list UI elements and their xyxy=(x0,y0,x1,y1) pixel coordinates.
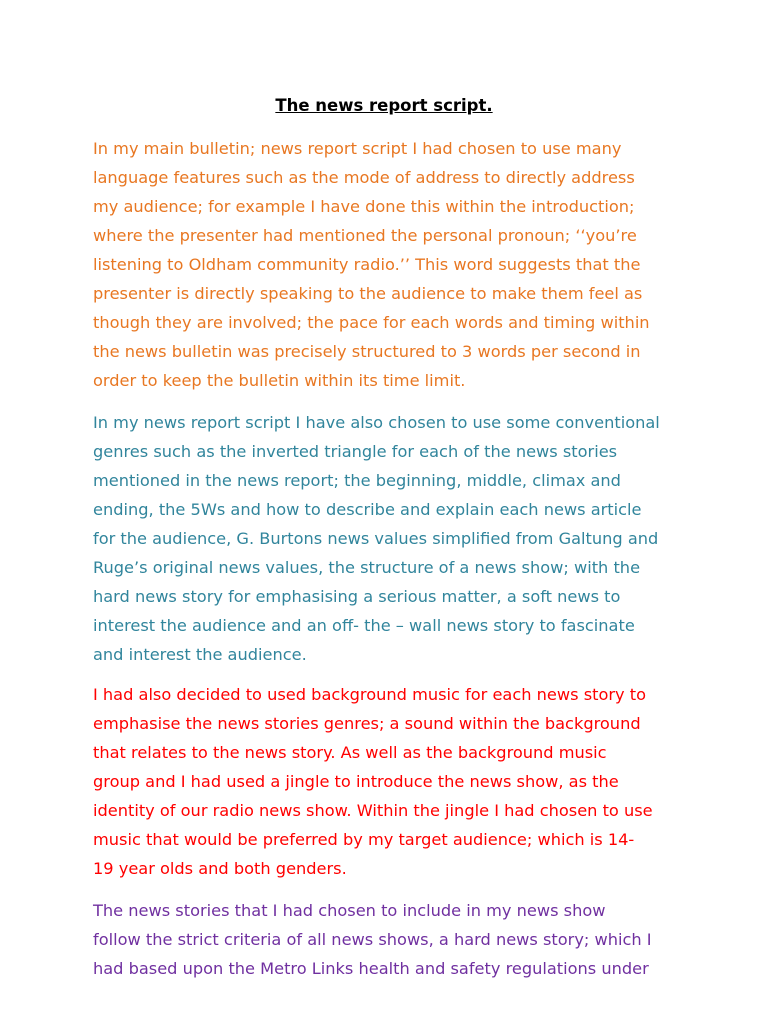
text-line: ending, the 5Ws and how to describe and explain each news article xyxy=(93,500,642,519)
text-line: follow the strict criteria of all news shows, a hard news story; which I xyxy=(93,930,652,949)
text-line: In my news report script I have also chosen to use some conventional xyxy=(93,413,660,432)
text-line: where the presenter had mentioned the personal pronoun; ‘‘you’re xyxy=(93,226,637,245)
text-line: and interest the audience. xyxy=(93,645,307,664)
text-line: group and I had used a jingle to introduce the news show, as the xyxy=(93,772,619,791)
text-line: my audience; for example I have done this within the introduction; xyxy=(93,197,635,216)
text-line: emphasise the news stories genres; a sound within the background xyxy=(93,714,641,733)
text-line: interest the audience and an off- the – wall news story to fascinate xyxy=(93,616,635,635)
paragraph-news-stories xyxy=(93,896,693,983)
paragraph-background-music xyxy=(93,680,693,883)
text-line: that relates to the news story. As well as the background music xyxy=(93,743,607,762)
text-line: the news bulletin was precisely structured to 3 words per second in xyxy=(93,342,641,361)
text-line: mentioned in the news report; the beginning, middle, climax and xyxy=(93,471,621,490)
text-line: presenter is directly speaking to the audience to make them feel as xyxy=(93,284,643,303)
document-title: The news report script. xyxy=(275,96,493,115)
text-line: 19 year olds and both genders. xyxy=(93,859,347,878)
text-line: identity of our radio news show. Within the jingle I had chosen to use xyxy=(93,801,653,820)
text-line: though they are involved; the pace for each words and timing within xyxy=(93,313,650,332)
paragraph-conventional-genres xyxy=(93,408,693,669)
text-line: music that would be preferred by my target audience; which is 14- xyxy=(93,830,635,849)
text-line: In my main bulletin; news report script I had chosen to use many xyxy=(93,139,622,158)
text-line: Ruge’s original news values, the structure of a news show; with the xyxy=(93,558,641,577)
text-line: The news stories that I had chosen to include in my news show xyxy=(93,901,606,920)
text-line: language features such as the mode of address to directly address xyxy=(93,168,635,187)
text-line: genres such as the inverted triangle for each of the news stories xyxy=(93,442,618,461)
text-line: order to keep the bulletin within its time limit. xyxy=(93,371,466,390)
text-line: hard news story for emphasising a serious matter, a soft news to xyxy=(93,587,621,606)
text-line: for the audience, G. Burtons news values simplified from Galtung and xyxy=(93,529,659,548)
paragraph-language-features xyxy=(93,134,693,395)
text-line: listening to Oldham community radio.’’ This word suggests that the xyxy=(93,255,641,274)
text-line: I had also decided to used background music for each news story to xyxy=(93,685,647,704)
text-line: had based upon the Metro Links health and safety regulations under xyxy=(93,959,649,978)
